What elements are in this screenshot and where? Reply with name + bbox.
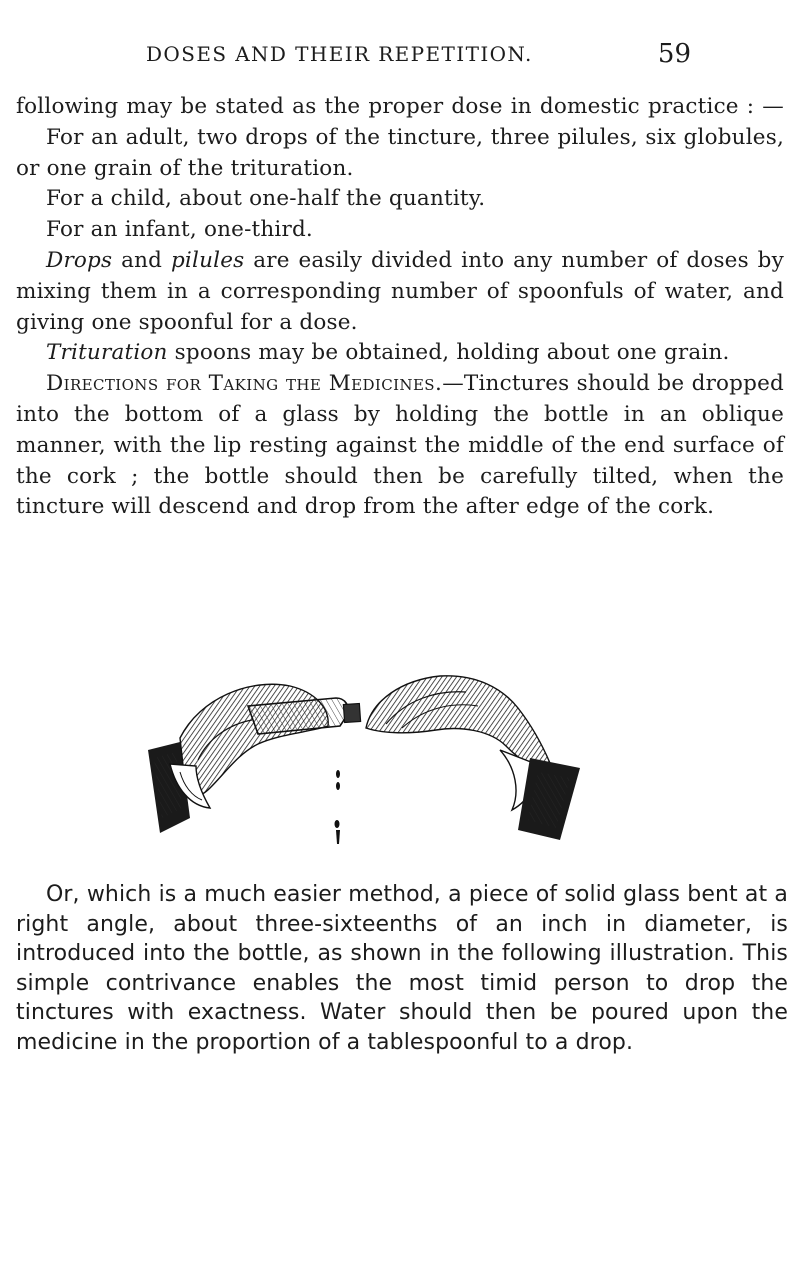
paragraph-7-text: —Tinctures should be dropped into the bottom of a glass by holding the bottle in an oblique manner, with the lip resting against the middle of the end surface of the cork ; the bottle should then be carefully tilted, when the tincture will descend and drop from the after edge of the cork.	[16, 371, 784, 520]
lower-body-text	[16, 880, 788, 1057]
paragraph-4	[16, 215, 784, 246]
running-head	[146, 40, 691, 80]
right-hand	[366, 676, 552, 810]
paragraph-3	[16, 184, 784, 215]
paragraph-2-text: For an adult, two drops of the tincture, three pilules, six globules, or one grain of the trituration.	[16, 124, 784, 181]
paragraph-2	[16, 123, 784, 185]
paragraph-4-text: For an infant, one-third.	[46, 217, 313, 243]
paragraph-8	[16, 880, 788, 1057]
hands-bottle-illustration	[140, 668, 590, 858]
paragraph-7	[16, 369, 784, 523]
paragraph-6	[16, 338, 784, 369]
trituration-italic: Trituration	[46, 340, 168, 366]
drops	[335, 770, 341, 844]
paragraph-1-text: following may be stated as the proper dose in domestic practice : —	[16, 94, 784, 119]
paragraph-5	[16, 246, 784, 338]
paragraph-8-text: Or, which is a much easier method, a piece of solid glass bent at a right angle, about three-sixteenths of an inch in diameter, is introduced into the bottle, as shown in the following illustration. This simple contrivance enables the most timid person to drop the tinctures with exactness. Water should then be poured upon the medicine in the proportion of a tablespoonful to a drop.	[16, 882, 788, 1055]
engraving-svg	[140, 668, 590, 858]
drops-italic: Drops	[46, 247, 113, 273]
pilules-italic: pilules	[170, 247, 245, 273]
upper-body-text	[16, 92, 784, 523]
paragraph-1	[16, 92, 784, 123]
paragraph-5-and: and	[112, 247, 171, 273]
paragraph-6-text: spoons may be obtained, holding about one grain.	[167, 340, 730, 366]
page-number: 59	[657, 39, 691, 69]
running-title: DOSES AND THEIR REPETITION.	[146, 42, 533, 66]
paragraph-3-text: For a child, about one-half the quantity.	[46, 186, 486, 212]
paragraph-5-text: are easily divided into any number of doses by mixing them in a corresponding number of spoonfuls of water, and giving one spoonful for a dose.	[16, 247, 784, 335]
directions-heading: Directions for Taking the Medicines.	[46, 371, 443, 397]
